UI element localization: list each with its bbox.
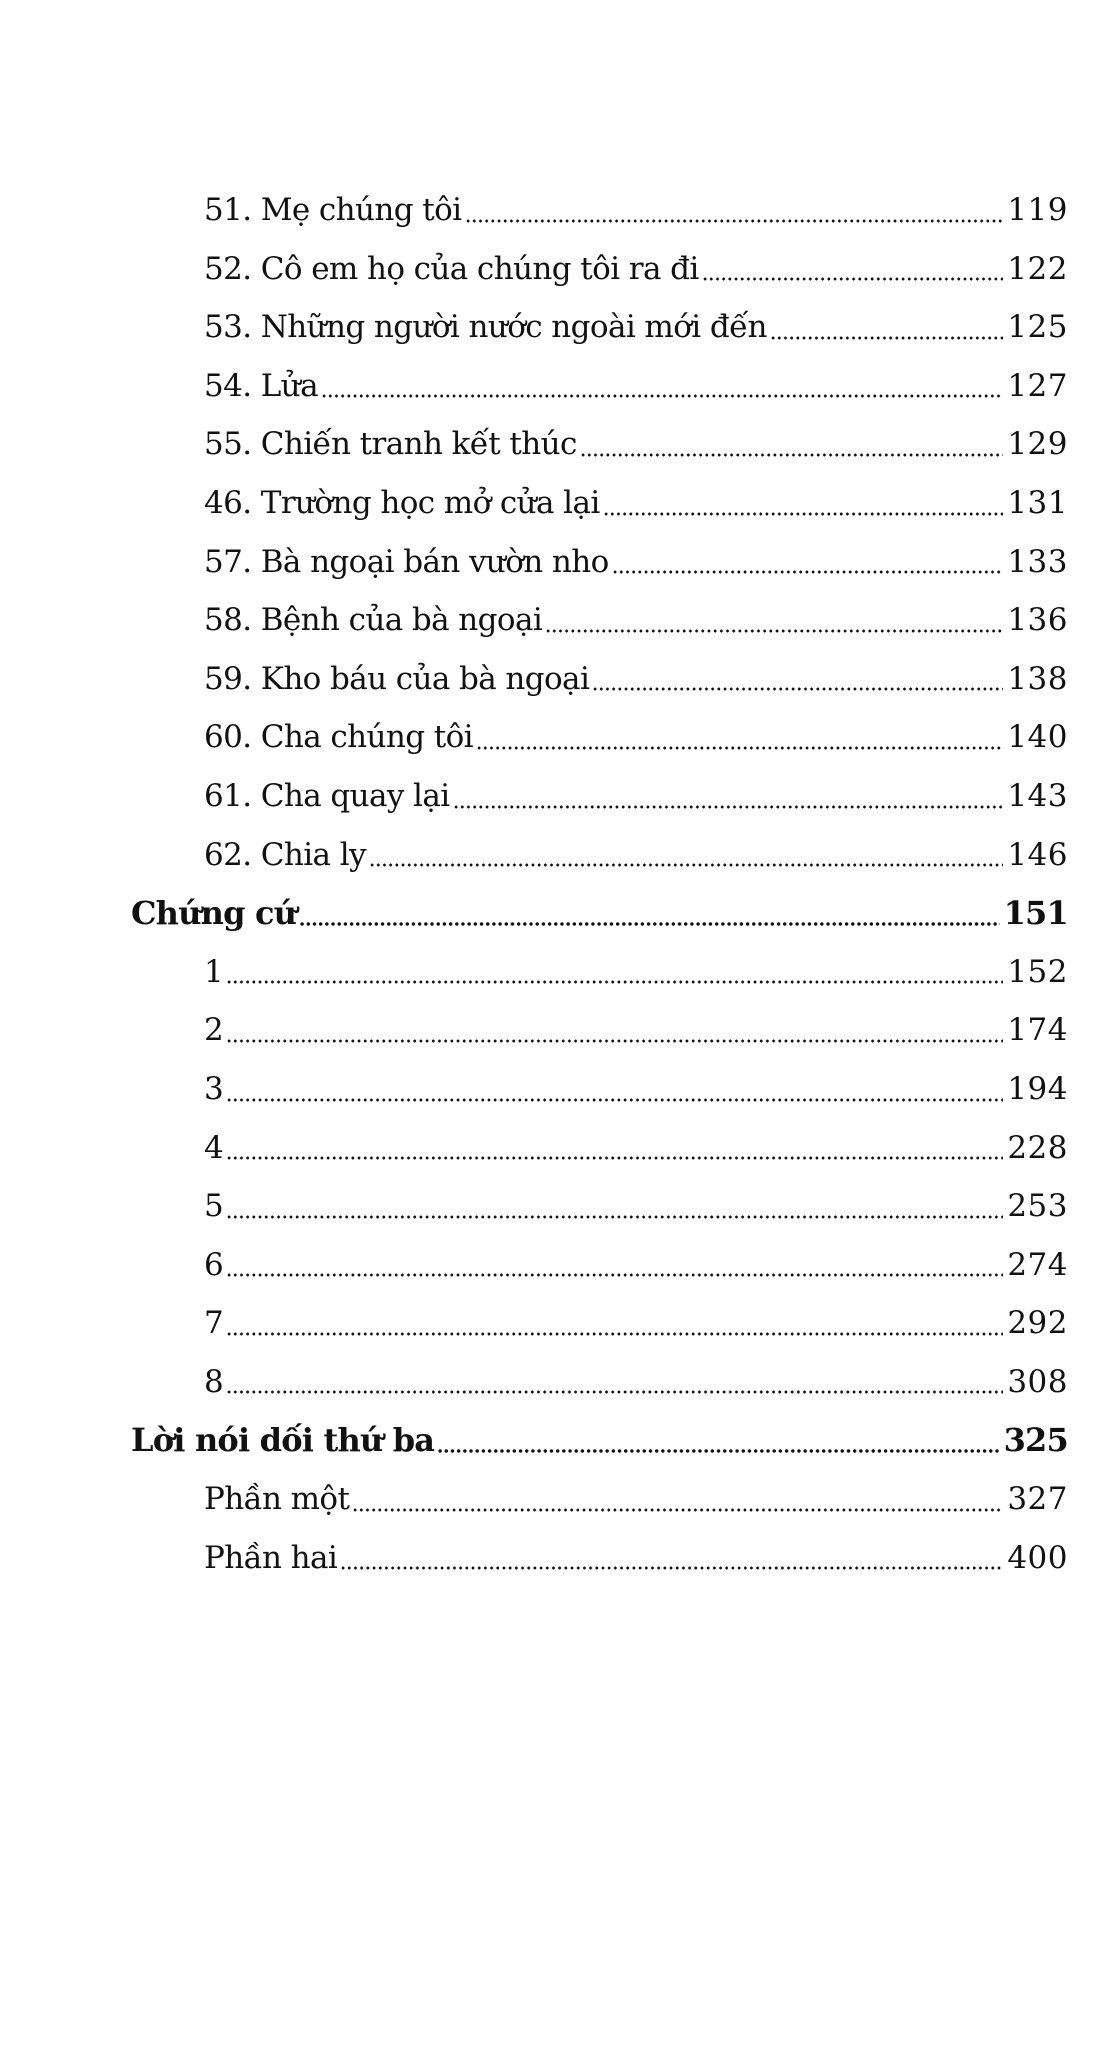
toc-entry-title: 7: [204, 1305, 224, 1342]
toc-entry-title: Phần một: [204, 1481, 350, 1518]
toc-entry-page: 274: [1007, 1246, 1068, 1283]
toc-entry-page: 292: [1007, 1305, 1068, 1342]
toc-entry: [0, 767, 1120, 826]
toc-entry-page: 119: [1007, 192, 1068, 228]
toc-entry: [0, 415, 1120, 474]
dot-leader: [226, 1215, 1003, 1219]
table-of-contents: [0, 181, 1120, 1587]
dot-leader: [352, 1508, 1003, 1512]
dot-leader: [545, 629, 1003, 633]
toc-entry-title: 54. Lửa: [204, 367, 318, 404]
toc-entry-page: 400: [1007, 1539, 1068, 1576]
toc-entry-title: 8: [204, 1363, 224, 1400]
dot-leader: [603, 512, 1004, 516]
dot-leader: [453, 805, 1004, 809]
dot-leader: [226, 1039, 1003, 1043]
toc-entry-page: 253: [1007, 1188, 1068, 1225]
toc-entry-page: 327: [1007, 1481, 1068, 1518]
toc-entry-page: 136: [1007, 602, 1068, 639]
toc-entry-page: 308: [1007, 1363, 1068, 1400]
toc-entry: [0, 650, 1120, 709]
toc-entry-title: 62. Chia ly: [204, 836, 366, 873]
toc-section-title: Chứng cứ: [131, 894, 297, 933]
dot-leader: [369, 863, 1003, 867]
toc-entry: [0, 1470, 1120, 1529]
toc-entry-title: 4: [204, 1129, 224, 1166]
toc-entry-title: 5: [204, 1188, 224, 1225]
dot-leader: [476, 746, 1003, 750]
toc-entry-title: 52. Cô em họ của chúng tôi ra đi: [204, 250, 699, 287]
dot-leader: [340, 1566, 1003, 1570]
dot-leader: [592, 687, 1003, 691]
toc-section-heading: [0, 1411, 1120, 1470]
toc-entry-title: 61. Cha quay lại: [204, 777, 450, 814]
toc-entry-page: 174: [1007, 1012, 1068, 1049]
toc-entry-title: 58. Bệnh của bà ngoại: [204, 602, 543, 639]
toc-section-page: 151: [1003, 894, 1068, 933]
toc-entry-page: 131: [1007, 484, 1068, 521]
toc-entry-page: 127: [1007, 367, 1068, 404]
dot-leader: [702, 277, 1004, 281]
toc-entry: [0, 1236, 1120, 1295]
toc-entry: [0, 826, 1120, 885]
dot-leader: [770, 336, 1003, 340]
toc-entry-title: 2: [204, 1012, 224, 1049]
toc-section-title: Lời nói dối thứ ba: [131, 1421, 435, 1460]
toc-entry-title: 60. Cha chúng tôi: [204, 719, 473, 756]
toc-entry-page: 152: [1007, 953, 1068, 990]
toc-entry-title: 46. Trường học mở cửa lại: [204, 484, 600, 521]
toc-entry: [0, 240, 1120, 299]
toc-entry: [0, 181, 1120, 240]
toc-entry: [0, 298, 1120, 357]
dot-leader: [226, 1273, 1003, 1277]
toc-entry: [0, 1119, 1120, 1178]
dot-leader: [465, 219, 1004, 223]
toc-entry: [0, 533, 1120, 592]
toc-entry-title: 6: [204, 1246, 224, 1283]
dot-leader: [299, 922, 999, 926]
toc-section-heading: [0, 884, 1120, 943]
toc-entry-page: 125: [1007, 309, 1068, 346]
toc-entry-title: 51. Mẹ chúng tôi: [204, 192, 462, 228]
dot-leader: [226, 980, 1003, 984]
toc-entry-page: 228: [1007, 1129, 1068, 1166]
toc-entry-page: 122: [1007, 250, 1068, 287]
dot-leader: [580, 453, 1004, 457]
toc-entry-title: 57. Bà ngoại bán vườn nho: [204, 543, 609, 580]
toc-entry-page: 133: [1007, 543, 1068, 580]
toc-entry-page: 146: [1007, 836, 1068, 873]
toc-entry: [0, 943, 1120, 1002]
toc-entry: [0, 357, 1120, 416]
toc-entry-page: 138: [1007, 660, 1068, 697]
toc-entry-title: 53. Những người nước ngoài mới đến: [204, 309, 767, 346]
toc-entry-page: 129: [1007, 426, 1068, 463]
toc-entry-page: 143: [1007, 777, 1068, 814]
toc-entry: [0, 708, 1120, 767]
toc-entry-title: 3: [204, 1070, 224, 1107]
toc-entry: [0, 1353, 1120, 1412]
toc-entry-title: 1: [204, 953, 224, 990]
toc-entry: [0, 1177, 1120, 1236]
toc-entry: [0, 1529, 1120, 1588]
dot-leader: [226, 1390, 1003, 1394]
toc-entry-title: 59. Kho báu của bà ngoại: [204, 660, 590, 697]
toc-entry: [0, 1294, 1120, 1353]
dot-leader: [226, 1098, 1003, 1102]
dot-leader: [226, 1156, 1003, 1160]
toc-entry: [0, 1060, 1120, 1119]
dot-leader: [226, 1332, 1003, 1336]
dot-leader: [321, 394, 1003, 398]
toc-entry-page: 194: [1007, 1070, 1068, 1107]
toc-entry: [0, 474, 1120, 533]
toc-entry-title: Phần hai: [204, 1539, 338, 1576]
toc-entry-title: 55. Chiến tranh kết thúc: [204, 426, 577, 463]
dot-leader: [437, 1449, 999, 1453]
dot-leader: [612, 570, 1004, 574]
toc-entry: [0, 591, 1120, 650]
toc-section-page: 325: [1003, 1421, 1068, 1460]
toc-entry-page: 140: [1007, 719, 1068, 756]
toc-entry: [0, 1001, 1120, 1060]
